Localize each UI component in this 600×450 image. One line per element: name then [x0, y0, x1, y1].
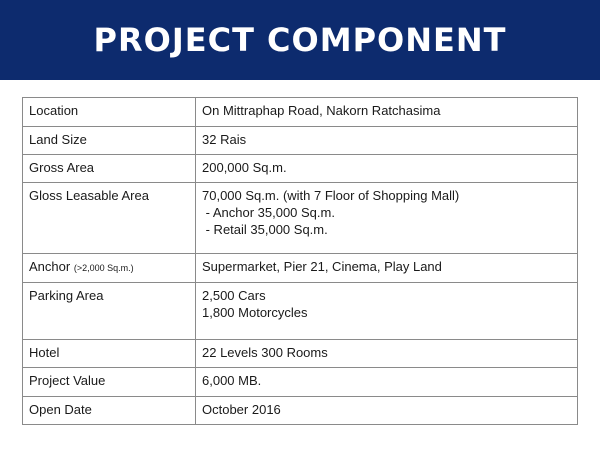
row-label: [23, 183, 196, 254]
table-row-project-value: [23, 368, 578, 397]
row-value-line: 2,500 Cars: [202, 288, 266, 303]
title-banner: [0, 0, 600, 80]
table-row-anchor: [23, 254, 578, 283]
row-value-line: 1,800 Motorcycles: [202, 305, 308, 320]
row-value: [196, 368, 578, 397]
row-value: [196, 397, 578, 425]
row-label: [23, 397, 196, 425]
row-value: [196, 98, 578, 127]
table-row-hotel: [23, 340, 578, 368]
row-label-text: Hotel: [29, 345, 60, 360]
row-label: [23, 368, 196, 397]
table-row-gross-area: [23, 155, 578, 183]
row-value-line: - Anchor 35,000 Sq.m.: [202, 205, 335, 220]
table-row-parking-area: [23, 283, 578, 340]
row-label: [23, 283, 196, 340]
row-value: [196, 340, 578, 368]
row-value: [196, 155, 578, 183]
row-label-text: Location: [29, 103, 79, 118]
row-value-line: On Mittraphap Road, Nakorn Ratchasima: [202, 103, 441, 118]
row-value-line: Supermarket, Pier 21, Cinema, Play Land: [202, 259, 442, 274]
row-label: [23, 340, 196, 368]
row-label-text: Parking Area: [29, 288, 104, 303]
row-label: [23, 254, 196, 283]
row-value: [196, 183, 578, 254]
row-label-text: Land Size: [29, 132, 87, 147]
table-row-location: [23, 98, 578, 127]
project-component-table: [22, 97, 578, 425]
row-value: [196, 283, 578, 340]
row-value: [196, 127, 578, 155]
row-label-text: Open Date: [29, 402, 92, 417]
row-label-note: (>2,000 Sq.m.): [73, 263, 134, 273]
table-row-land-size: [23, 127, 578, 155]
row-value-line: 200,000 Sq.m.: [202, 160, 287, 175]
row-value-line: - Retail 35,000 Sq.m.: [202, 222, 328, 237]
row-value-line: 22 Levels 300 Rooms: [202, 345, 328, 360]
row-label-text: Gross Area: [29, 160, 95, 175]
row-value-line: 70,000 Sq.m. (with 7 Floor of Shopping Mall): [202, 188, 460, 203]
row-label-text: Project Value: [29, 373, 106, 388]
row-label: [23, 127, 196, 155]
row-value: [196, 254, 578, 283]
row-label-text: Gloss Leasable Area: [29, 188, 149, 203]
table-row-gloss-leasable-area: [23, 183, 578, 254]
row-value-line: October 2016: [202, 402, 281, 417]
table-row-open-date: [23, 397, 578, 425]
project-table-container: [22, 97, 578, 425]
row-value-line: 32 Rais: [202, 132, 247, 147]
row-label: [23, 98, 196, 127]
page-title: PROJECT COMPONENT: [93, 21, 507, 59]
row-label: [23, 155, 196, 183]
row-label-text: Anchor: [29, 259, 71, 274]
row-value-line: 6,000 MB.: [202, 373, 262, 388]
